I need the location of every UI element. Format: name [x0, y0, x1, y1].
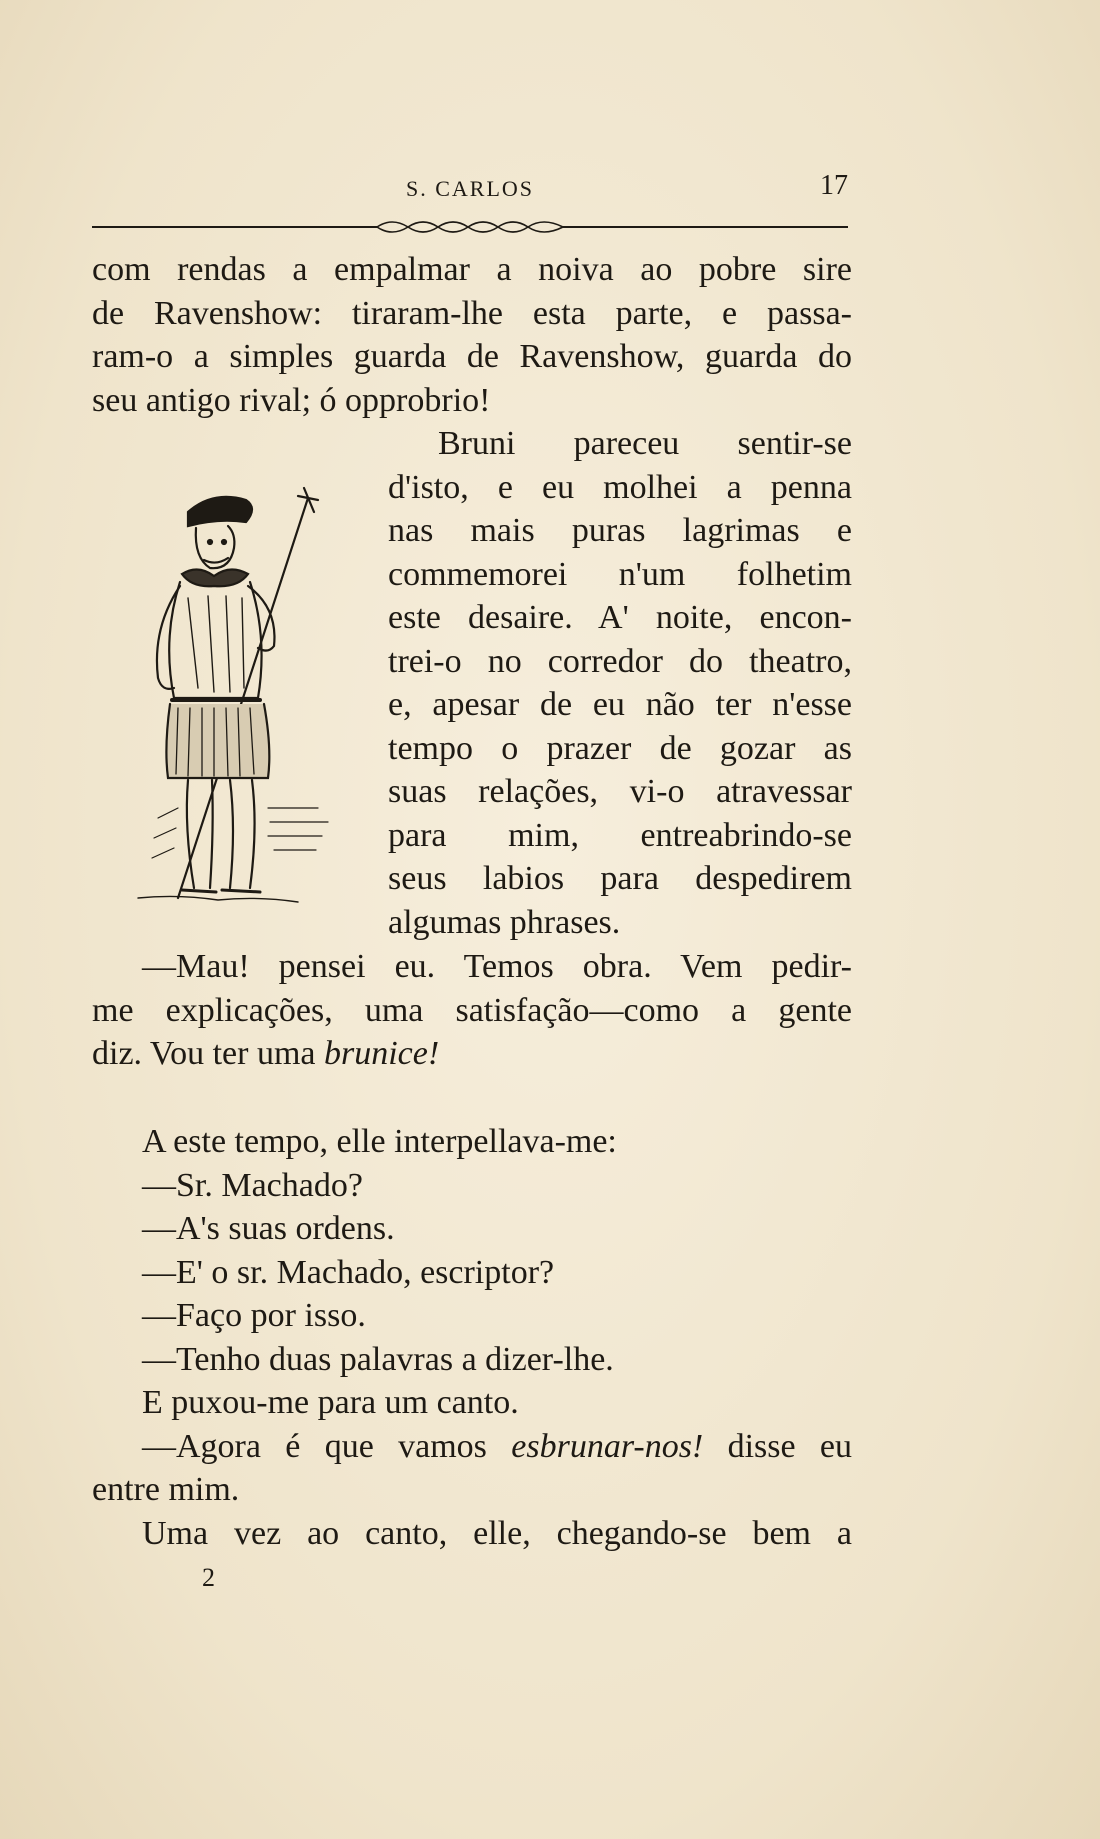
text-line: algumas phrases. — [388, 903, 621, 941]
dialogue-line: —Faço por isso. — [142, 1297, 366, 1334]
text-line: tempo o prazer de gozar as — [388, 729, 852, 767]
dialogue-line: A este tempo, elle interpellava-me: — [142, 1123, 617, 1160]
text-line: com rendas a empalmar a noiva ao pobre sire — [92, 251, 852, 288]
text-line: ram-o a simples guarda de Ravenshow, guarda do — [92, 338, 852, 375]
header-rule-ornament — [92, 214, 848, 240]
text-fragment: diz. Vou ter uma — [92, 1035, 324, 1072]
text-line: commemorei n'um folhetim — [388, 555, 852, 593]
text-line — [92, 1425, 852, 1469]
paragraph-1 — [92, 248, 852, 422]
page-number: 17 — [820, 170, 848, 201]
text-line — [92, 1032, 852, 1076]
paragraph-2 — [388, 422, 852, 944]
running-title: S. CARLOS — [405, 176, 535, 201]
dialogue-line: —E' o sr. Machado, escriptor? — [142, 1253, 555, 1291]
dialogue-section — [92, 1120, 852, 1555]
text-fragment: —Agora é que vamos — [142, 1427, 512, 1465]
dialogue-line: E puxou-me para um canto. — [142, 1384, 519, 1421]
italic-word: esbrunar-nos! — [511, 1427, 704, 1465]
text-line: Uma vez ao canto, elle, chegando-se bem a — [142, 1514, 852, 1552]
dialogue-line: —Tenho duas palavras a dizer-lhe. — [142, 1340, 614, 1378]
text-line: nas mais puras lagrimas e — [388, 512, 852, 549]
text-line: seus labios para despedirem — [388, 860, 852, 897]
text-fragment: disse eu — [703, 1427, 853, 1465]
text-line: e, apesar de eu não ter n'esse — [388, 686, 852, 723]
text-line: suas relações, vi-o atravessar — [388, 773, 852, 810]
text-line: de Ravenshow: tiraram-lhe esta parte, e passa- — [92, 294, 852, 332]
text-line: para mim, entreabrindo-se — [388, 816, 852, 854]
paragraph-3 — [92, 945, 852, 1076]
italic-word: brunice! — [324, 1035, 440, 1072]
text-line: d'isto, e eu molhei a penna — [388, 468, 852, 506]
dialogue-line: —A's suas ordens. — [142, 1210, 395, 1247]
text-line: seu antigo rival; ó opprobrio! — [92, 381, 491, 419]
dialogue-line: —Sr. Machado? — [142, 1166, 363, 1204]
text-line: me explicações, uma satisfação—como a gente — [92, 991, 852, 1029]
signature-mark: 2 — [202, 1563, 215, 1592]
text-line: trei-o no corredor do theatro, — [388, 642, 852, 680]
text-line: este desaire. A' noite, encon- — [388, 599, 852, 636]
text-line: Bruni pareceu sentir-se — [438, 425, 852, 462]
text-line: entre mim. — [92, 1471, 240, 1508]
soldier-with-halberd-icon — [118, 478, 354, 918]
text-line: —Mau! pensei eu. Temos obra. Vem pedir- — [142, 948, 852, 985]
running-head — [92, 170, 848, 206]
